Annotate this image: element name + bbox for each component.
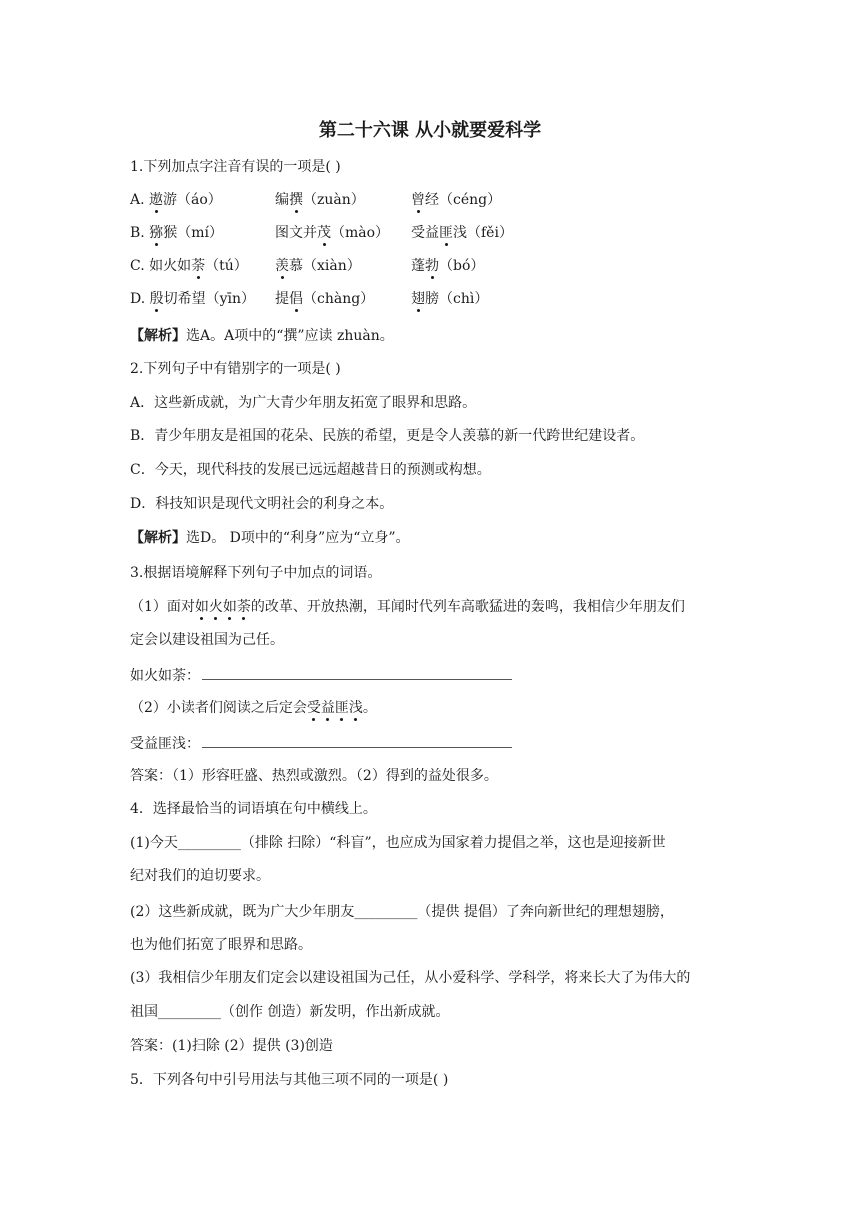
q2-stem: 2.下列句子中有错别字的一项是( ) — [130, 361, 341, 377]
q4-answer: 答案：(1)扫除 (2）提供 (3)创造 — [130, 1038, 333, 1054]
dotted-char: 浅 — [348, 700, 363, 716]
q1-analysis: 【解析】选A。A项中的“撰”应读 zhuàn。 — [130, 328, 394, 344]
dotted-char: 益 — [320, 700, 335, 716]
dotted-char: 翅 — [411, 291, 425, 307]
dotted-char: 如 — [222, 599, 237, 615]
q3-sentence-1-cont: 定会以建设祖国为己任。 — [130, 632, 284, 648]
q1-stem: 1.下列加点字注音有误的一项是( ) — [130, 159, 341, 175]
q2-option-d: D．科技知识是现代文明社会的利身之本。 — [130, 496, 394, 512]
q4-sentence-2: (2）这些新成就，既为广大少年朋友_________（提供 提倡）了奔向新世纪的理想翅膀， — [130, 904, 674, 920]
dotted-char: 猕 — [149, 225, 164, 241]
q2-option-b: B．青少年朋友是祖国的花朵、民族的希望，更是令人羡慕的新一代跨世纪建设者。 — [130, 428, 645, 444]
q3-sentence-2: （2）小读者们阅读之后定会受益匪浅。 — [130, 700, 377, 716]
dotted-char: 殷 — [149, 291, 164, 307]
dotted-char: 茂 — [317, 225, 331, 241]
q3-blank-2: 受益匪浅： — [130, 733, 512, 754]
q4-sentence-2-cont: 也为他们拓宽了眼界和思路。 — [130, 937, 312, 953]
q3-sentence-1: （1）面对如火如荼的改革、开放热潮，耳闻时代列车高歌猛进的轰鸣，我相信少年朋友们 — [130, 599, 685, 615]
q3-blank-1: 如火如荼： — [130, 665, 512, 686]
q3-answer: 答案：（1）形容旺盛、热烈或激烈。（2）得到的益处很多。 — [130, 768, 498, 784]
dotted-char: 受 — [306, 700, 321, 716]
dotted-char: 羡 — [275, 258, 289, 274]
dotted-char: 倡 — [289, 291, 303, 307]
dotted-char: 勃 — [425, 258, 439, 274]
dotted-char: 如 — [194, 599, 209, 615]
page-title: 第二十六课 从小就要爱科学 — [318, 120, 542, 141]
dotted-char: 匪 — [334, 700, 349, 716]
q4-stem: 4．选择最恰当的词语填在句中横线上。 — [130, 801, 377, 817]
dotted-char: 匪 — [439, 225, 453, 241]
dotted-char: 火 — [208, 599, 223, 615]
dotted-char: 曾 — [411, 192, 425, 208]
dotted-char: 荼 — [236, 599, 251, 615]
q2-analysis: 【解析】选D。 D项中的“利身”应为“立身”。 — [130, 530, 410, 546]
q2-option-a: A．这些新成就，为广大青少年朋友拓宽了眼界和思路。 — [130, 395, 477, 411]
dotted-char: 遨 — [149, 192, 164, 208]
q4-sentence-3: (3）我相信少年朋友们定会以建设祖国为己任，从小爱科学、学科学，将来长大了为伟大的 — [130, 970, 691, 986]
answer-blank-1[interactable] — [202, 665, 512, 680]
answer-blank-2[interactable] — [202, 733, 512, 748]
q3-stem: 3.根据语境解释下列句子中加点的词语。 — [130, 565, 382, 581]
document-page: 第二十六课 从小就要爱科学 1.下列加点字注音有误的一项是( ) A. 遨游（áo） 编撰（zuàn） 曾经（céng） B. 猕猴（mí） 图文并茂（mào） 受益匪浅（fěi） C. 如火如荼（tú） 羡慕（xiàn） 蓬勃（bó） D. 殷切希望（yīn） 提倡（chàng） 翅膀（chì） 【解析】选A。A项中的“撰”应读 zhuàn。 2.下列句子中有错别字的一项是( ) A．这些新成就，为广大青少年朋友拓宽了眼界和思路。 B．青少年朋友是祖国的花朵、民族的希望，更是令人羡慕的新一代跨世纪建设者。 C．今天，现代科技的发展已远远超越昔日的预测或构想。 D．科技知识是现代文明社会的利身之本。 【解析】选D。 D项中的“利身”应为“立身”。 3.根据语境解释下列句子中加点的词语。 （1）面对如火如荼的改革、开放热潮，耳闻时代列车高歌猛进的轰鸣，我相信少年朋友们 定会以建设祖国为己任。 如火如荼： （2）小读者们阅读之后定会受益匪浅。 受益匪浅： 答案：（1）形容旺盛、热烈或激烈。（2）得到的益处很多。 4．选择最恰当的词语填在句中横线上。 (1)今天_________（排除 扫除）“科盲”，也应成为国家着力提倡之举，这也是迎接新世 纪对我们的迫切要求。 (2）这些新成就，既为广大少年朋友_________（提供 提倡）了奔向新世纪的理想翅膀， 也为他们拓宽了眼界和思路。 (3）我相信少年朋友们定会以建设祖国为己任，从小爱科学、学科学，将来长大了为伟大的 祖国_________（创作 创造）新发明，作出新成就。 答案：(1)扫除 (2）提供 (3)创造 5．下列各句中引号用法与其他三项不同的一项是( ) — [0, 0, 860, 1216]
q4-sentence-3-cont: 祖国_________（创作 创造）新发明，作出新成就。 — [130, 1004, 450, 1020]
q4-sentence-1: (1)今天_________（排除 扫除）“科盲”，也应成为国家着力提倡之举，这也是迎接新世 — [130, 835, 666, 851]
q5-stem: 5．下列各句中引号用法与其他三项不同的一项是( ) — [130, 1072, 449, 1088]
q4-sentence-1-cont: 纪对我们的迫切要求。 — [130, 868, 270, 884]
q2-option-c: C．今天，现代科技的发展已远远超越昔日的预测或构想。 — [130, 462, 491, 478]
dotted-char: 撰 — [289, 192, 303, 208]
dotted-char: 荼 — [191, 258, 206, 274]
